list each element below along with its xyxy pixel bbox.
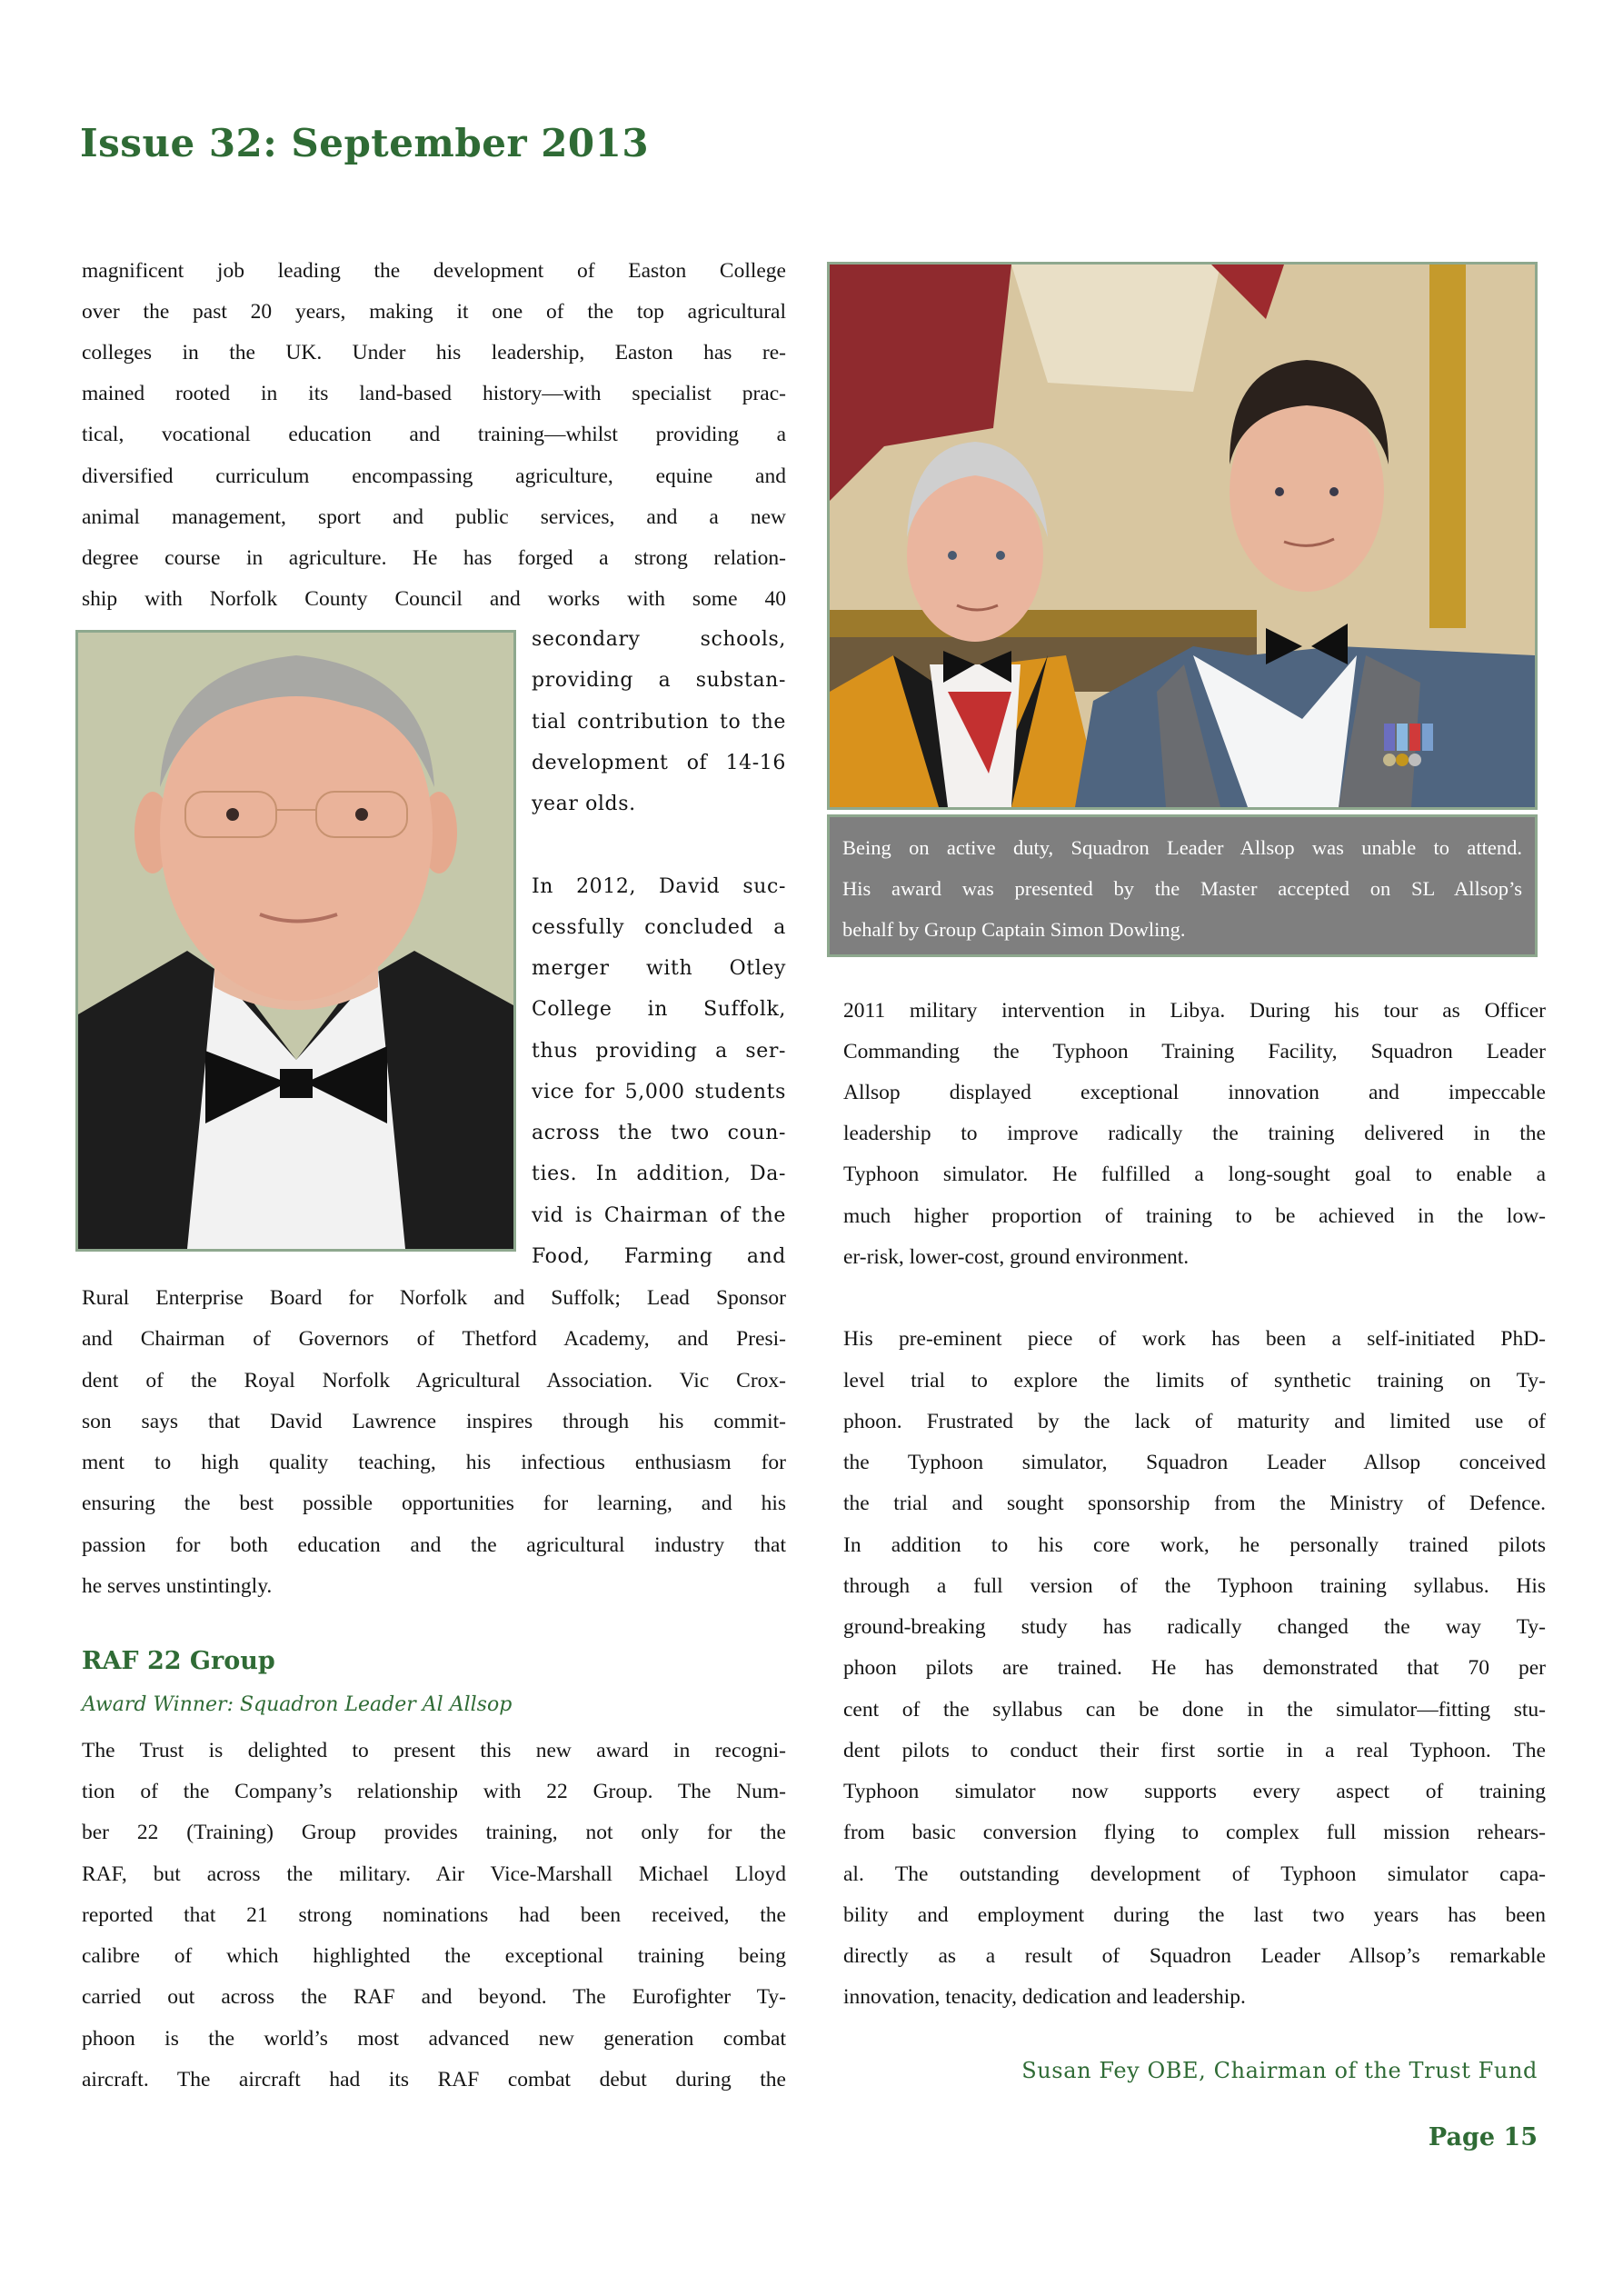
text-line: cessfully concluded a bbox=[532, 916, 786, 939]
text-line: reported that 21 strong nominations had been received, the bbox=[82, 1903, 786, 1927]
text-line: merger with Otley bbox=[532, 957, 786, 980]
text-line: ship with Norfolk County Council and works with some 40 bbox=[82, 587, 786, 611]
text-line: from basic conversion flying to complex full mission rehears- bbox=[843, 1821, 1546, 1844]
text-line: Food, Farming and bbox=[532, 1245, 786, 1268]
caption-line: behalf by Group Captain Simon Dowling. bbox=[842, 918, 1186, 941]
text-line: carried out across the RAF and beyond. The Eurofighter Ty- bbox=[82, 1985, 786, 2009]
text-line: and Chairman of Governors of Thetford Academy, and Presi- bbox=[82, 1327, 786, 1351]
text-line: leadership to improve radically the training delivered in the bbox=[843, 1122, 1546, 1145]
photo-caption bbox=[827, 814, 1538, 957]
text-line: ensuring the best possible opportunities for learning, and his bbox=[82, 1492, 786, 1515]
text-line: dent of the Royal Norfolk Agricultural Association. Vic Crox- bbox=[82, 1369, 786, 1393]
text-line: year olds. bbox=[532, 793, 636, 815]
text-line: mained rooted in its land-based history—with specialist prac- bbox=[82, 382, 786, 405]
text-line: Typhoon simulator. He fulfilled a long-sought goal to enable a bbox=[843, 1163, 1546, 1186]
award-photo-illustration-icon bbox=[830, 265, 1535, 807]
text-line: passion for both education and the agricultural industry that bbox=[82, 1533, 786, 1557]
section-heading-raf-22-group: RAF 22 Group bbox=[82, 1647, 275, 1675]
text-line: degree course in agriculture. He has forged a strong relation- bbox=[82, 546, 786, 570]
page-number: Page 15 bbox=[1428, 2123, 1538, 2151]
text-line: tical, vocational education and training—whilst providing a bbox=[82, 423, 786, 446]
issue-title: Issue 32: September 2013 bbox=[80, 121, 650, 165]
text-line: er-risk, lower-cost, ground environment. bbox=[843, 1245, 1190, 1269]
text-line: aircraft. The aircraft had its RAF combat debut during the bbox=[82, 2068, 786, 2091]
text-line: ber 22 (Training) Group provides training, not only for the bbox=[82, 1821, 786, 1844]
text-line: tion of the Company’s relationship with 22 Group. The Num- bbox=[82, 1780, 786, 1803]
text-line: Rural Enterprise Board for Norfolk and Suffolk; Lead Sponsor bbox=[82, 1286, 786, 1310]
text-line: The Trust is delighted to present this new award in recogni- bbox=[82, 1739, 786, 1762]
text-line: cent of the syllabus can be done in the simulator—fitting stu- bbox=[843, 1698, 1546, 1722]
text-line: the Typhoon simulator, Squadron Leader Allsop conceived bbox=[843, 1451, 1546, 1474]
portrait-photo-david-lawrence bbox=[75, 630, 516, 1252]
text-line: bility and employment during the last two years has been bbox=[843, 1903, 1546, 1927]
award-winner-subheading: Award Winner: Squadron Leader Al Allsop bbox=[82, 1693, 513, 1716]
text-line: phoon. Frustrated by the lack of maturity and limited use of bbox=[843, 1410, 1546, 1433]
text-line: directly as a result of Squadron Leader Allsop’s remarkable bbox=[843, 1944, 1546, 1968]
text-line: His pre-eminent piece of work has been a self-initiated PhD- bbox=[843, 1327, 1546, 1351]
text-line: RAF, but across the military. Air Vice-Marshall Michael Lloyd bbox=[82, 1862, 786, 1886]
text-line: over the past 20 years, making it one of the top agricultural bbox=[82, 300, 786, 324]
text-line: ties. In addition, Da- bbox=[532, 1163, 786, 1185]
text-line: Commanding the Typhoon Training Facility, Squadron Leader bbox=[843, 1040, 1546, 1063]
text-line: ground-breaking study has radically changed the way Ty- bbox=[843, 1615, 1546, 1639]
award-photo-master-and-allsop bbox=[827, 262, 1538, 810]
portrait-illustration-icon bbox=[78, 633, 513, 1249]
text-line: In addition to his core work, he personally trained pilots bbox=[843, 1533, 1546, 1557]
text-line: al. The outstanding development of Typhoon simulator capa- bbox=[843, 1862, 1546, 1886]
text-line: across the two coun- bbox=[532, 1122, 786, 1144]
text-line: son says that David Lawrence inspires through his commit- bbox=[82, 1410, 786, 1433]
text-line: he serves unstintingly. bbox=[82, 1574, 273, 1598]
text-line: much higher proportion of training to be achieved in the low- bbox=[843, 1204, 1546, 1228]
caption-line: Being on active duty, Squadron Leader Allsop was unable to attend. bbox=[842, 836, 1522, 859]
signature-line: Susan Fey OBE, Chairman of the Trust Fund bbox=[1021, 2058, 1538, 2083]
text-line: thus providing a ser- bbox=[532, 1040, 786, 1063]
text-line: phoon is the world’s most advanced new generation combat bbox=[82, 2027, 786, 2051]
text-line: innovation, tenacity, dedication and leadership. bbox=[843, 1985, 1246, 2009]
text-line: In 2012, David suc- bbox=[532, 875, 786, 898]
text-line: tial contribution to the bbox=[532, 711, 786, 734]
text-line: development of 14-16 bbox=[532, 752, 786, 774]
caption-line: His award was presented by the Master accepted on SL Allsop’s bbox=[842, 877, 1522, 900]
text-line: Typhoon simulator now supports every aspect of training bbox=[843, 1780, 1546, 1803]
text-line: College in Suffolk, bbox=[532, 998, 786, 1021]
text-line: diversified curriculum encompassing agriculture, equine and bbox=[82, 464, 786, 488]
text-line: the trial and sought sponsorship from the Ministry of Defence. bbox=[843, 1492, 1546, 1515]
text-line: phoon pilots are trained. He has demonstrated that 70 per bbox=[843, 1656, 1546, 1680]
text-line: Allsop displayed exceptional innovation and impeccable bbox=[843, 1081, 1546, 1104]
text-line: through a full version of the Typhoon training syllabus. His bbox=[843, 1574, 1546, 1598]
text-line: dent pilots to conduct their first sortie in a real Typhoon. The bbox=[843, 1739, 1546, 1762]
text-line: magnificent job leading the development of Easton College bbox=[82, 259, 786, 283]
text-line: colleges in the UK. Under his leadership, Easton has re- bbox=[82, 341, 786, 364]
text-line: ment to high quality teaching, his infectious enthusiasm for bbox=[82, 1451, 786, 1474]
text-line: animal management, sport and public services, and a new bbox=[82, 505, 786, 529]
text-line: 2011 military intervention in Libya. During his tour as Officer bbox=[843, 999, 1546, 1023]
text-line: vid is Chairman of the bbox=[532, 1204, 786, 1227]
text-line: secondary schools, bbox=[532, 628, 786, 651]
text-line: vice for 5,000 students bbox=[532, 1081, 786, 1103]
text-line: calibre of which highlighted the exceptional training being bbox=[82, 1944, 786, 1968]
text-line: level trial to explore the limits of synthetic training on Ty- bbox=[843, 1369, 1546, 1393]
text-line: providing a substan- bbox=[532, 669, 786, 692]
